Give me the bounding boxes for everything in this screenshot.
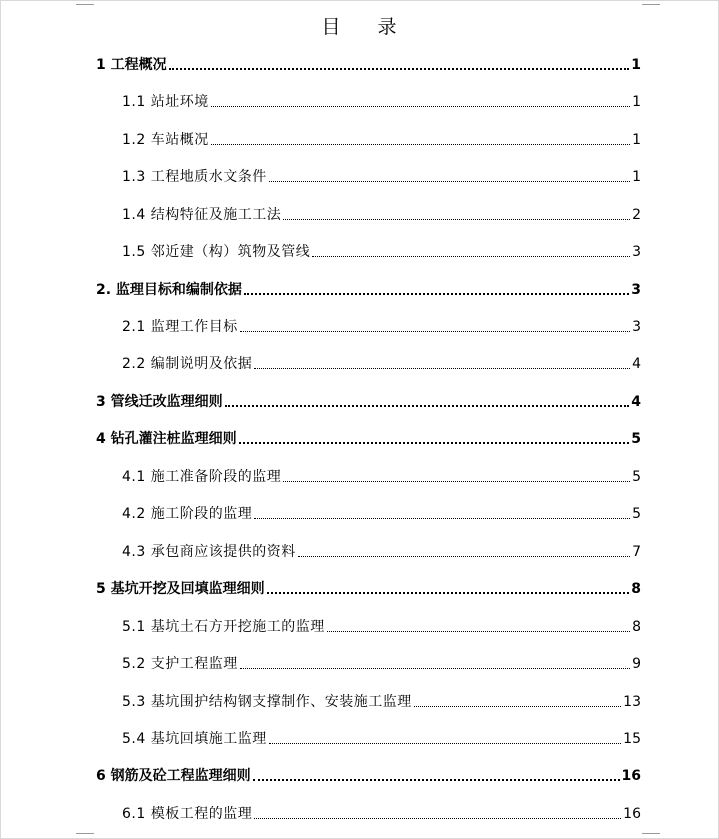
toc-page-number: 5 bbox=[631, 431, 641, 447]
toc-dot-leader bbox=[240, 330, 630, 332]
toc-section-entry[interactable] bbox=[122, 539, 641, 561]
toc-dot-leader bbox=[267, 591, 630, 594]
toc-dot-leader bbox=[225, 404, 630, 407]
toc-dot-leader bbox=[254, 367, 630, 369]
toc-entry-title: 5.2 支护工程监理 bbox=[122, 656, 238, 672]
toc-entry-title: 1.5 邻近建（构）筑物及管线 bbox=[122, 244, 311, 260]
toc-dot-leader bbox=[269, 742, 621, 744]
toc-entry-title: 4.3 承包商应该提供的资料 bbox=[122, 544, 296, 560]
toc-page-number: 16 bbox=[623, 806, 641, 822]
toc-entry-title: 1.1 站址环境 bbox=[122, 94, 209, 110]
toc-dot-leader bbox=[298, 555, 630, 557]
toc-page-number: 3 bbox=[631, 282, 641, 298]
toc-page-number: 7 bbox=[632, 544, 641, 560]
toc-page-number: 8 bbox=[632, 619, 641, 635]
toc-entry-title: 6.1 模板工程的监理 bbox=[122, 806, 253, 822]
toc-page-number: 8 bbox=[631, 581, 641, 597]
toc-page-number: 15 bbox=[623, 731, 641, 747]
toc-entry-title: 2. 监理目标和编制依据 bbox=[96, 282, 242, 298]
toc-dot-leader bbox=[211, 143, 630, 145]
toc-page-number: 1 bbox=[631, 57, 641, 73]
toc-heading-right: 录 bbox=[377, 16, 398, 38]
toc-section-entry[interactable] bbox=[122, 689, 641, 711]
toc-section-entry[interactable] bbox=[122, 726, 641, 748]
toc-page-number: 2 bbox=[632, 207, 641, 223]
toc-chapter-entry[interactable] bbox=[96, 277, 641, 299]
toc-dot-leader bbox=[312, 255, 630, 257]
toc-entry-title: 2.2 编制说明及依据 bbox=[122, 356, 253, 372]
toc-entry-title: 4 钻孔灌注桩监理细则 bbox=[96, 431, 237, 447]
toc-dot-leader bbox=[327, 630, 630, 632]
toc-chapter-entry[interactable] bbox=[96, 763, 641, 785]
toc-section-entry[interactable] bbox=[122, 651, 641, 673]
toc-dot-leader bbox=[211, 105, 630, 107]
toc-entry-title: 2.1 监理工作目标 bbox=[122, 319, 238, 335]
toc-section-entry[interactable] bbox=[122, 351, 641, 373]
toc-page-number: 1 bbox=[632, 132, 641, 148]
toc-page-number: 4 bbox=[631, 394, 641, 410]
toc-section-entry[interactable] bbox=[122, 501, 641, 523]
toc-page-number: 1 bbox=[632, 94, 641, 110]
toc-page-number: 16 bbox=[621, 768, 641, 784]
toc-section-entry[interactable] bbox=[122, 127, 641, 149]
toc-page-number: 5 bbox=[632, 469, 641, 485]
toc-chapter-entry[interactable] bbox=[96, 426, 641, 448]
toc-page-number: 3 bbox=[632, 244, 641, 260]
toc-section-entry[interactable] bbox=[122, 89, 641, 111]
toc-page-number: 5 bbox=[632, 506, 641, 522]
toc-page-number: 1 bbox=[632, 169, 641, 185]
toc-entry-title: 3 管线迁改监理细则 bbox=[96, 394, 223, 410]
toc-dot-leader bbox=[244, 292, 629, 295]
toc-page-number: 9 bbox=[632, 656, 641, 672]
toc-dot-leader bbox=[269, 180, 630, 182]
toc-entry-title: 1.4 结构特征及施工工法 bbox=[122, 207, 282, 223]
toc-chapter-entry[interactable] bbox=[96, 389, 641, 411]
toc-page-number: 13 bbox=[623, 694, 641, 710]
toc-dot-leader bbox=[239, 441, 630, 444]
toc-entry-title: 1.3 工程地质水文条件 bbox=[122, 169, 267, 185]
toc-dot-leader bbox=[414, 705, 621, 707]
toc-section-entry[interactable] bbox=[122, 314, 641, 336]
toc-section-entry[interactable] bbox=[122, 164, 641, 186]
toc-entry-title: 5.4 基坑回填施工监理 bbox=[122, 731, 267, 747]
toc-entry-title: 4.1 施工准备阶段的监理 bbox=[122, 469, 282, 485]
toc-section-entry[interactable] bbox=[122, 239, 641, 261]
toc-dot-leader bbox=[283, 480, 630, 482]
toc-dot-leader bbox=[254, 517, 630, 519]
toc-entry-title: 6 钢筋及砼工程监理细则 bbox=[96, 768, 251, 784]
toc-dot-leader bbox=[253, 778, 620, 781]
toc-dot-leader bbox=[169, 67, 630, 70]
toc-dot-leader bbox=[240, 667, 630, 669]
toc-page-number: 4 bbox=[632, 356, 641, 372]
toc-entry-title: 4.2 施工阶段的监理 bbox=[122, 506, 253, 522]
toc-chapter-entry[interactable] bbox=[96, 576, 641, 598]
toc-dot-leader bbox=[254, 817, 621, 819]
toc-entry-title: 1 工程概况 bbox=[96, 57, 167, 73]
toc-entry-title: 5.3 基坑围护结构钢支撑制作、安装施工监理 bbox=[122, 694, 412, 710]
toc-entry-title: 5 基坑开挖及回填监理细则 bbox=[96, 581, 265, 597]
toc-dot-leader bbox=[283, 218, 630, 220]
toc-section-entry[interactable] bbox=[122, 614, 641, 636]
toc-entry-title: 1.2 车站概况 bbox=[122, 132, 209, 148]
toc-section-entry[interactable] bbox=[122, 464, 641, 486]
toc-heading-left: 目 bbox=[321, 16, 342, 38]
toc-entry-title: 5.1 基坑土石方开挖施工的监理 bbox=[122, 619, 325, 635]
toc-section-entry[interactable] bbox=[122, 202, 641, 224]
toc-section-entry[interactable] bbox=[122, 801, 641, 823]
toc-page-number: 3 bbox=[632, 319, 641, 335]
toc-chapter-entry[interactable] bbox=[96, 52, 641, 74]
